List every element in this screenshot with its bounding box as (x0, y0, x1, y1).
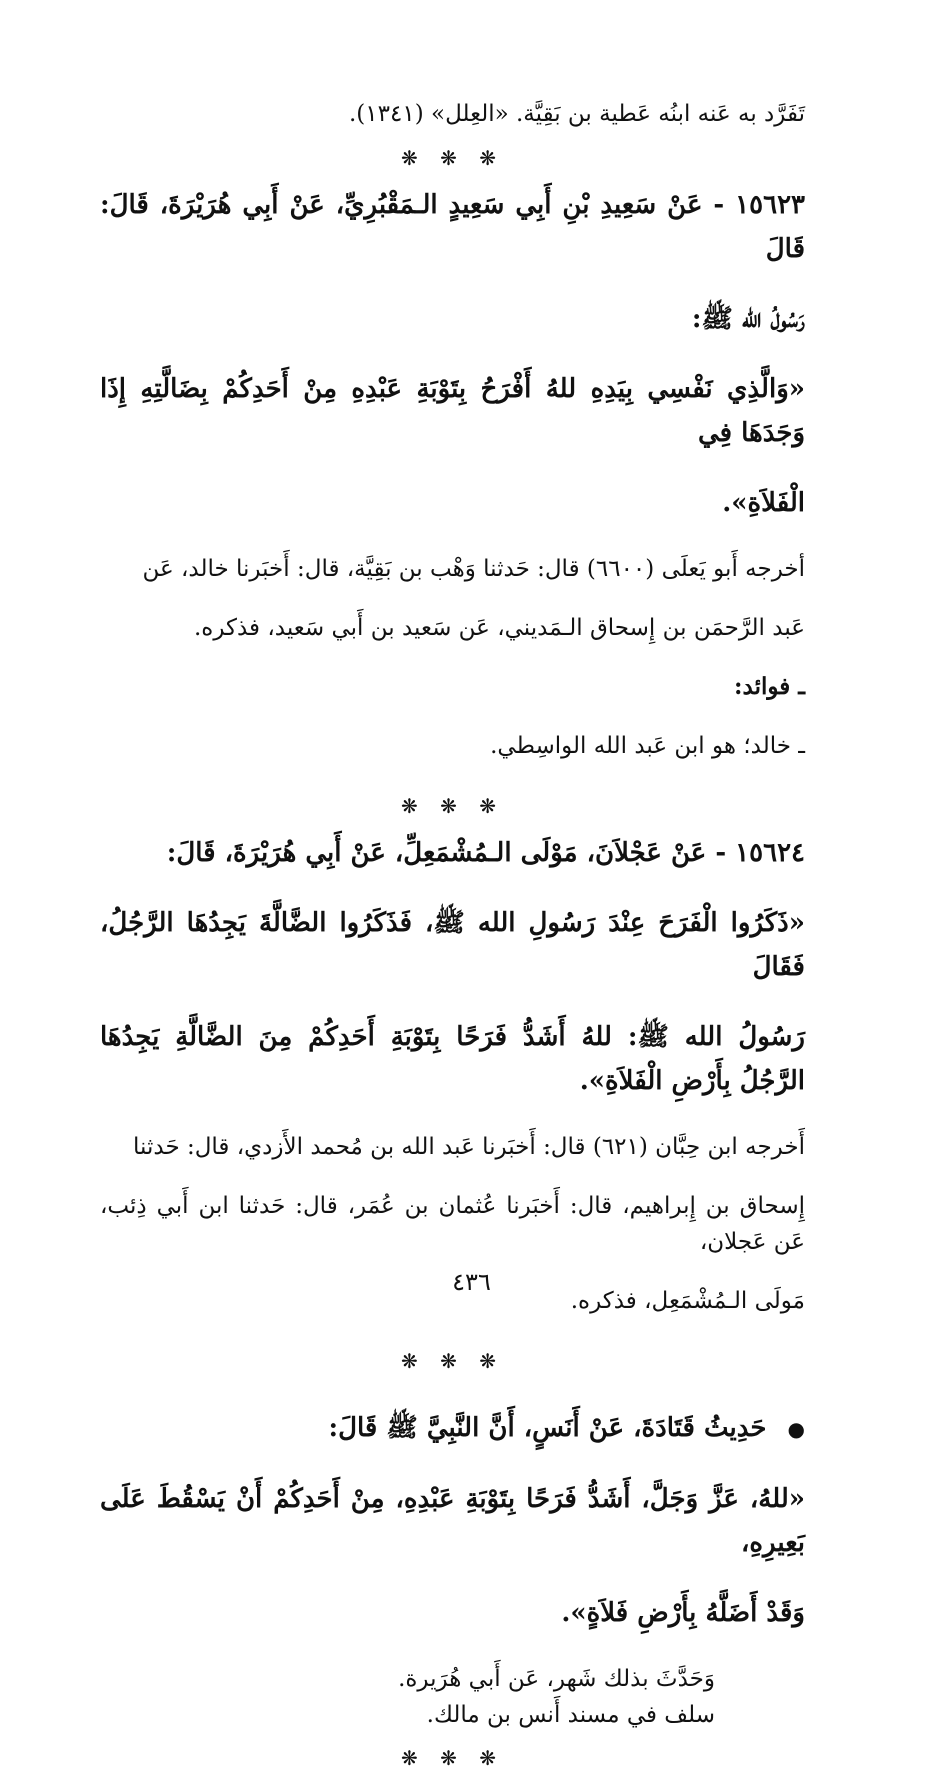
hadith-heading (100, 183, 805, 271)
takhrij-text-cont: مَولَى الـمُشْمَعِل، فذكره. (570, 1288, 805, 1314)
hadith-number: ١٥٦٢٣ - (713, 190, 805, 220)
hadith-matn-cont: رَسُولُ الله ﷺ: للهُ أَشَدُّ فَرَحًا بِتَوْبَةِ أَحَدِكُمْ مِنَ الضَّالَّةِ يَجِدُهَا الرَّجُلُ بِأَرْضِ الْفَلاَةِ». (100, 1022, 805, 1096)
takhrij-text-cont: إِسحاق بن إِبراهيم، قال: أَخبَرنا عُثمان بن عُمَر، قال: حَدثنا ابن أَبي ذِئب، عَن عَجلان، (100, 1193, 805, 1255)
section-separator: ❋ ❋ ❋ (401, 794, 504, 818)
page-number: ٤٣٦ (452, 1268, 491, 1296)
bullet-icon: ● (787, 1417, 805, 1441)
hadith-heading (100, 831, 805, 875)
intro-line: تَفَرَّد به عَنه ابنُه عَطية بن بَقِيَّة. «العِلل» (١٣٤١). (349, 101, 805, 127)
hadith-note: سلف في مسند أَنس بن مالك. (426, 1702, 715, 1728)
hadith-isnad: عَنْ سَعِيدِ بْنِ أَبِي سَعِيدٍ الـمَقْبُرِيِّ، عَنْ أَبِي هُرَيْرَةَ، قَالَ: قَالَ (100, 190, 805, 264)
hadith-isnad: حَدِيثُ قَتَادَةَ، عَنْ أَنَسٍ، أَنَّ النَّبِيَّ ﷺ قَالَ: (328, 1413, 767, 1443)
section-separator: ❋ ❋ ❋ (401, 146, 504, 170)
takhrij-text-cont: عَبد الرَّحمَن بن إِسحاق الـمَديني، عَن سَعيد بن أَبي سَعيد، فذكره. (193, 615, 805, 641)
hadith-qatada (100, 1406, 805, 1733)
section-separator: ❋ ❋ ❋ (401, 1746, 504, 1770)
hadith-matn: «ذَكَرُوا الْفَرَحَ عِنْدَ رَسُولِ الله ﷺ، فَذَكَرُوا الضَّالَّةَ يَجِدُهَا الرَّجُلُ، فَقَالَ (100, 908, 805, 982)
hadith-matn: «للهُ، عَزَّ وَجَلَّ، أَشَدُّ فَرَحًا بِتَوْبَةِ عَبْدِهِ، مِنْ أَحَدِكُمْ أَنْ يَسْقُطَ عَلَى بَعِيرِهِ، (100, 1484, 805, 1558)
page-body (100, 95, 805, 1783)
hadith-15623 (100, 183, 805, 764)
takhrij-text: أَخرجه ابن حِبَّان (٦٢١) قال: أَخبَرنا عَبد الله بن مُحمد الأَزدي، قال: حَدثنا (133, 1134, 805, 1160)
hadith-matn-cont: الْفَلاَةِ». (722, 488, 805, 518)
takhrij-text: أخرجه أَبو يَعلَى (٦٦٠٠) قال: حَدثنا وَهْب بن بَقِيَّة، قال: أَخبَرنا خالد، عَن (142, 556, 805, 582)
hadith-note: وَحَدَّثَ بذلك شَهر، عَن أَبي هُرَيرة. (398, 1666, 715, 1692)
hadith-number: ١٥٦٢٤ - (715, 838, 805, 868)
hadith-15624 (100, 831, 805, 1319)
hadith-isnad: عَنْ عَجْلاَنَ، مَوْلَى الـمُشْمَعِلِّ، عَنْ أَبِي هُرَيْرَةَ، قَالَ: (166, 838, 707, 868)
section-separator: ❋ ❋ ❋ (401, 1349, 504, 1373)
hadith-matn-cont: وَقَدْ أَضَلَّهُ بِأَرْضِ فَلاَةٍ». (561, 1598, 805, 1628)
fawaid-note: ـ خالد؛ هو ابن عَبد الله الواسِطي. (490, 733, 805, 759)
hadith-matn: «وَالَّذِي نَفْسِي بِيَدِهِ للهُ أَفْرَحُ بِتَوْبَةِ عَبْدِهِ مِنْ أَحَدِكُمْ بِضَالَّتِهِ إِذَا وَجَدَهَا فِي (100, 374, 805, 448)
hadith-heading (100, 1406, 805, 1451)
fawaid-title: ـ فوائد: (734, 673, 805, 700)
hadith-heading-cont: رَسُولُ الله ﷺ: (691, 304, 805, 334)
